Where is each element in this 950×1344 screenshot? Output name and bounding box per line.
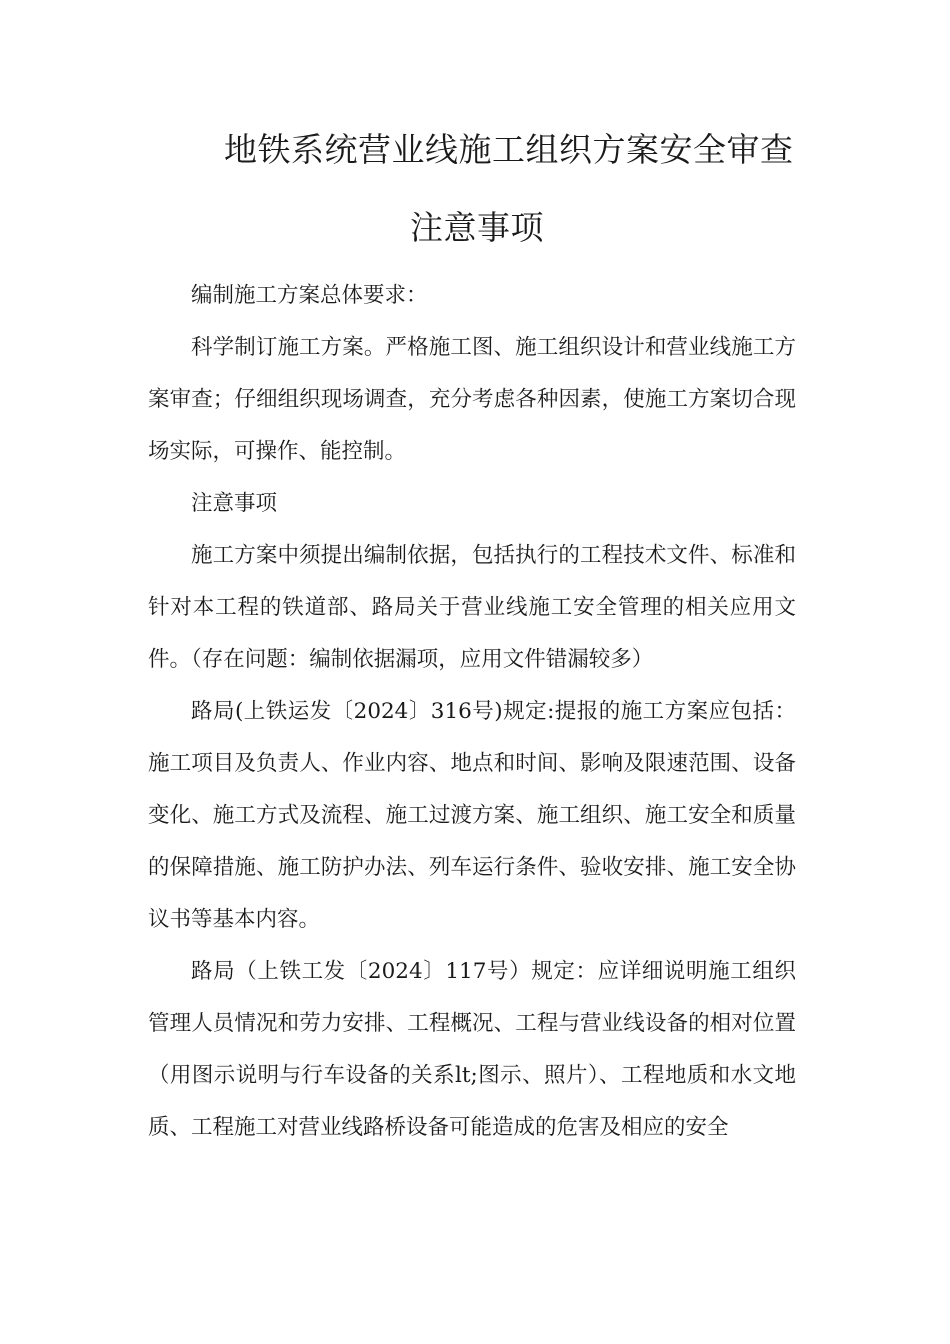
document-body (148, 270, 796, 1154)
paragraph-compilation-basis: 施工方案中须提出编制依据，包括执行的工程技术文件、标准和针对本工程的铁道部、路局关于营业线施工安全管理的相关应用文件。（存在问题：编制依据漏项，应用文件错漏较多） (148, 543, 796, 672)
document-title-line-1: 地铁系统营业线施工组织方案安全审查 (224, 130, 794, 169)
paragraph-general-requirements-heading: 编制施工方案总体要求： (191, 283, 428, 308)
paragraph-notes-heading: 注意事项 (191, 491, 278, 516)
paragraph-bureau-rule-316: 路局(上铁运发〔2024〕316号)规定:提报的施工方案应包括：施工项目及负责人、作业内容、地点和时间、影响及限速范围、设备变化、施工方式及流程、施工过渡方案、施工组织、施工安全和质量的保障措施、施工防护办法、列车运行条件、验收安排、施工安全协议书等基本内容。 (148, 699, 796, 932)
paragraph-bureau-rule-117: 路局（上铁工发〔2024〕117号）规定：应详细说明施工组织管理人员情况和劳力安排、工程概况、工程与营业线设备的相对位置（用图示说明与行车设备的关系lt;图示、照片）、工程地质和水文地质、工程施工对营业线路桥设备可能造成的危害及相应的安全 (148, 959, 796, 1140)
document-title-line-2: 注意事项 (410, 208, 544, 247)
paragraph-scientific-planning: 科学制订施工方案。严格施工图、施工组织设计和营业线施工方案审查；仔细组织现场调查，充分考虑各种因素，使施工方案切合现场实际，可操作、能控制。 (148, 335, 796, 464)
